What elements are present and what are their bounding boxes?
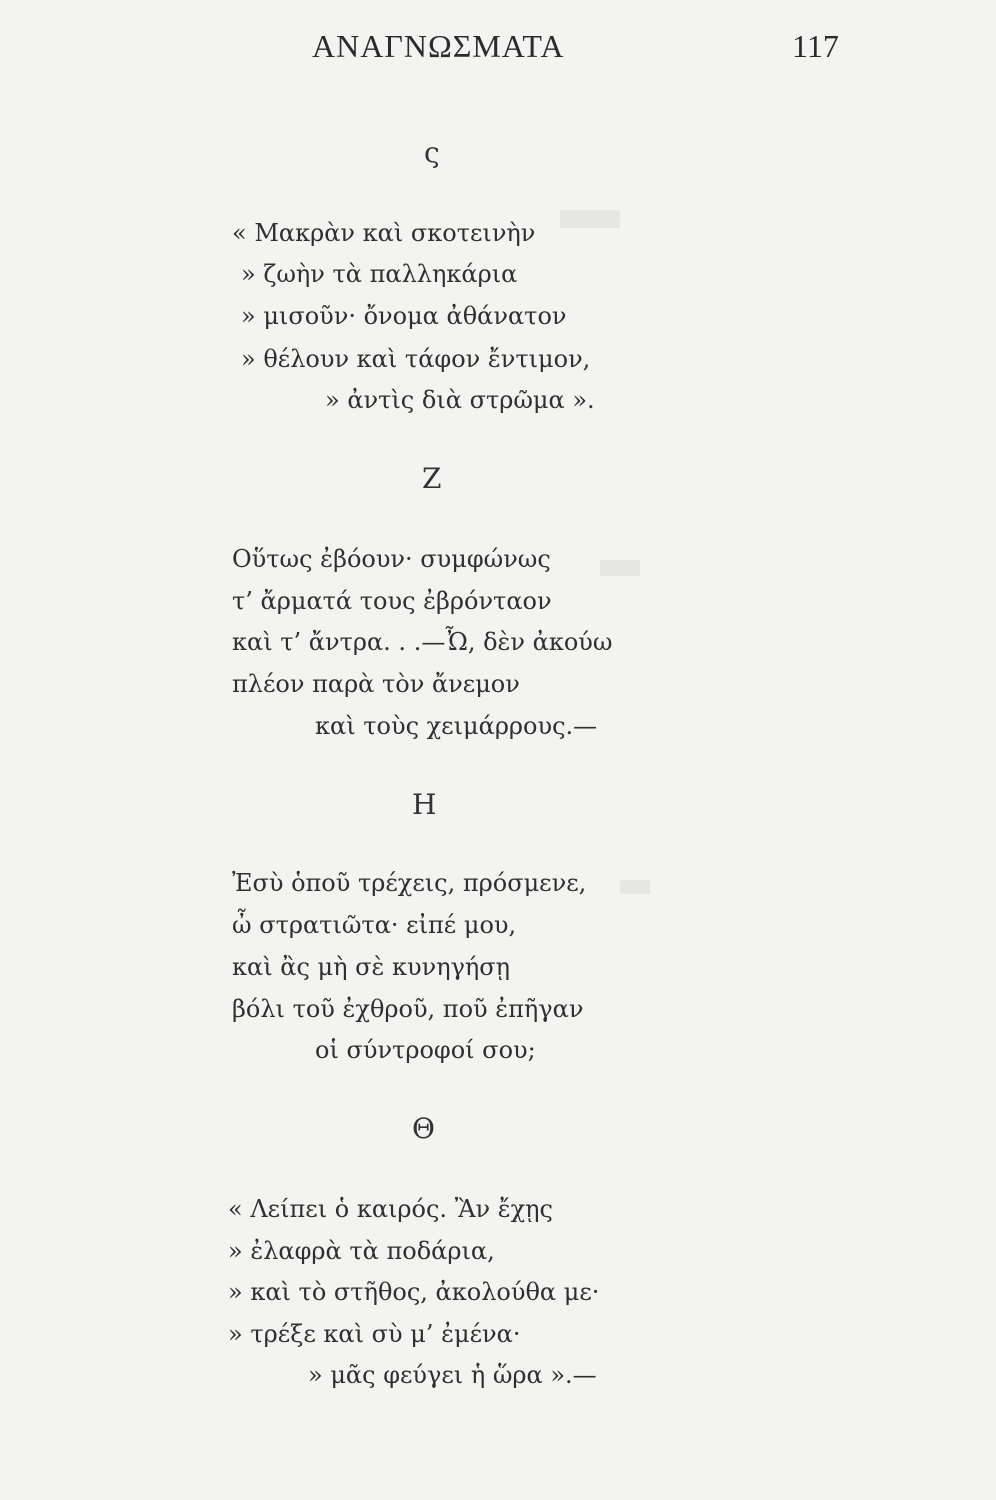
verse-line: οἱ σύντροφοί σου; — [315, 1036, 536, 1064]
show-through-mark — [600, 560, 640, 576]
verse-line: « Λείπει ὁ καιρός. Ἂν ἔχῃς — [228, 1195, 553, 1223]
page-number: 117 — [792, 28, 839, 64]
verse-line: » τρέξε καὶ σὺ μ’ ἐμένα· — [228, 1320, 521, 1348]
verse-line: Ἐσὺ ὁποῦ τρέχεις, πρόσμενε, — [232, 869, 587, 897]
verse-line: « Μακρὰν καὶ σκοτεινὴν — [232, 219, 536, 247]
verse-line: καὶ ἂς μὴ σὲ κυνηγήσῃ — [232, 953, 511, 981]
verse-line: » μισοῦν· ὄνομα ἀθάνατον — [241, 302, 567, 330]
show-through-mark — [560, 210, 620, 228]
verse-line: » θέλουν καὶ τάφον ἔντιμον, — [241, 345, 591, 373]
verse-line: πλέον παρὰ τὸν ἄνεμον — [232, 670, 520, 698]
verse-line: » καὶ τὸ στῆθος, ἀκολούθα με· — [228, 1278, 600, 1306]
verse-line: καὶ τ’ ἄντρα. . .—Ὦ, δὲν ἀκούω — [232, 628, 613, 656]
section-mark-theta: Θ — [412, 1112, 435, 1145]
verse-line: » ζωὴν τὰ παλληκάρια — [241, 260, 518, 288]
verse-line: βόλι τοῦ ἐχθροῦ, ποῦ ἐπῆγαν — [232, 995, 584, 1023]
running-title: ΑΝΑΓΝΩΣΜΑΤΑ — [312, 28, 565, 64]
verse-line: καὶ τοὺς χειμάρρους.— — [315, 712, 598, 740]
section-mark-eta: Η — [412, 788, 437, 821]
section-mark-stigma: ς — [424, 136, 440, 169]
verse-line: τ’ ἄρματά τους ἐβρόνταον — [232, 587, 552, 615]
verse-line: » ἐλαφρὰ τὰ ποδάρια, — [228, 1237, 495, 1265]
verse-line: » μᾶς φεύγει ἡ ὥρα ».— — [308, 1361, 597, 1389]
show-through-mark — [620, 880, 650, 894]
section-mark-zeta: Ζ — [422, 462, 442, 495]
verse-line: ὦ στρατιῶτα· εἰπέ μου, — [232, 911, 517, 939]
verse-line: Οὕτως ἐβόουν· συμφώνως — [232, 545, 551, 573]
verse-line: » ἀντὶς διὰ στρῶμα ». — [325, 386, 595, 414]
